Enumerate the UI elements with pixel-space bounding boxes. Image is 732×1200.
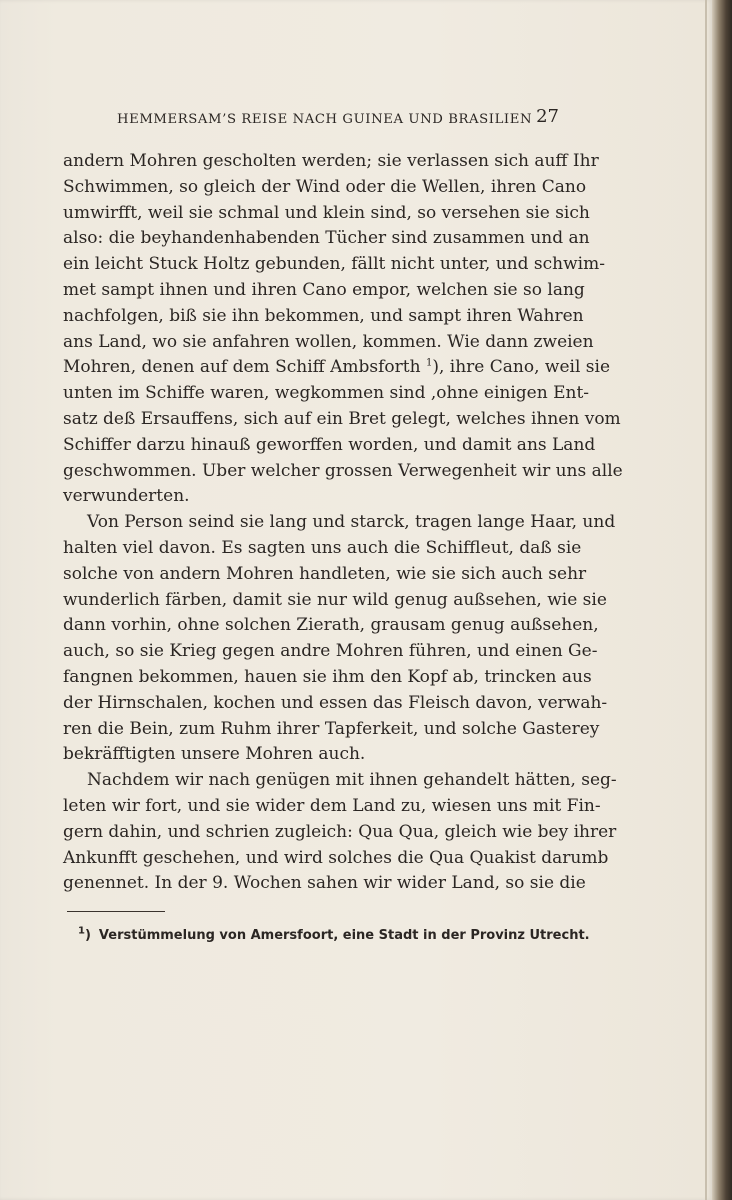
text-line: andern Mohren gescholten werden; sie verlassen sich auff Ihr xyxy=(63,151,599,171)
text-line: Nachdem wir nach genügen mit ihnen gehandelt hätten, seg- xyxy=(87,770,617,791)
text-line: unten im Schiffe waren, wegkommen sind ,ohne einigen Ent- xyxy=(63,383,590,404)
page-edge-highlight xyxy=(705,0,707,1200)
text-line: ren die Bein, zum Ruhm ihrer Tapferkeit, und solche Gasterey xyxy=(63,718,600,739)
text-line: ein leicht Stuck Holtz gebunden, fällt nicht unter, und schwim- xyxy=(63,254,605,275)
text-line: gern dahin, und schrien zugleich: Qua Qua, gleich wie bey ihrer xyxy=(63,821,617,842)
text-line: halten viel davon. Es sagten uns auch die Schiffleut, daß sie xyxy=(63,537,582,558)
footnote xyxy=(78,925,590,943)
text-line: nachfolgen, biß sie ihn bekommen, und sampt ihren Wahren xyxy=(63,305,584,326)
text-line: leten wir fort, und sie wider dem Land zu, wiesen uns mit Fin- xyxy=(63,795,601,816)
footnote-reference: 1 xyxy=(425,357,433,369)
text-line: genennet. In der 9. Wochen sahen wir wider Land, so sie die xyxy=(63,873,586,894)
page-header xyxy=(117,106,559,130)
text-line: bekräfftigten unsere Mohren auch. xyxy=(63,744,366,765)
text-line: satz deß Ersauffens, sich auf ein Bret gelegt, welches ihnen vom xyxy=(63,408,621,429)
footnote-rule xyxy=(67,911,165,912)
text-line: met sampt ihnen und ihren Cano empor, welchen sie so lang xyxy=(63,279,585,300)
text-line: geschwommen. Uber welcher grossen Verwegenheit wir uns alle xyxy=(63,460,623,481)
text-line: Schwimmen, so gleich der Wind oder die Wellen, ihren Cano xyxy=(63,176,587,197)
text-line: umwirfft, weil sie schmal und klein sind, so versehen sie sich xyxy=(63,202,590,223)
text-line-with-note xyxy=(63,355,611,381)
text-line: Schiffer darzu hinauß geworffen worden, und damit ans Land xyxy=(63,434,596,455)
text-line: Von Person seind sie lang und starck, tragen lange Haar, und xyxy=(87,512,616,533)
text-line: ans Land, wo sie anfahren wollen, kommen. Wie dann zweien xyxy=(63,331,594,352)
text-line: also: die beyhandenhabenden Tücher sind zusammen und an xyxy=(63,228,590,249)
running-title: HEMMERSAM’S REISE NACH GUINEA UND BRASILIEN xyxy=(117,112,533,127)
text-line: auch, so sie Krieg gegen andre Mohren führen, und einen Ge- xyxy=(63,641,598,662)
footnote-text: Verstümmelung von Amersfoort, eine Stadt in der Provinz Utrecht. xyxy=(98,928,590,943)
footnote-marker: $^1$) xyxy=(78,925,91,943)
text-segment: Mohren, denen auf dem Schiff Ambsforth xyxy=(63,357,421,378)
page-number: 27 xyxy=(536,106,559,127)
text-line: fangnen bekommen, hauen sie ihm den Kopf ab, trincken aus xyxy=(63,666,592,687)
text-line: verwunderten. xyxy=(63,486,190,507)
text-segment: ), ihre Cano, weil sie xyxy=(432,357,611,378)
text-line: solche von andern Mohren handleten, wie sie sich auch sehr xyxy=(63,563,587,584)
text-line: Ankunfft geschehen, und wird solches die Qua Quakist darumb xyxy=(63,847,609,868)
main-text xyxy=(63,149,623,897)
text-line: dann vorhin, ohne solchen Zierath, grausam genug außsehen, xyxy=(63,615,599,636)
page-edge xyxy=(712,0,732,1200)
text-line: der Hirnschalen, kochen und essen das Fleisch davon, verwah- xyxy=(63,692,608,713)
text-line: wunderlich färben, damit sie nur wild genug außsehen, wie sie xyxy=(63,589,607,610)
